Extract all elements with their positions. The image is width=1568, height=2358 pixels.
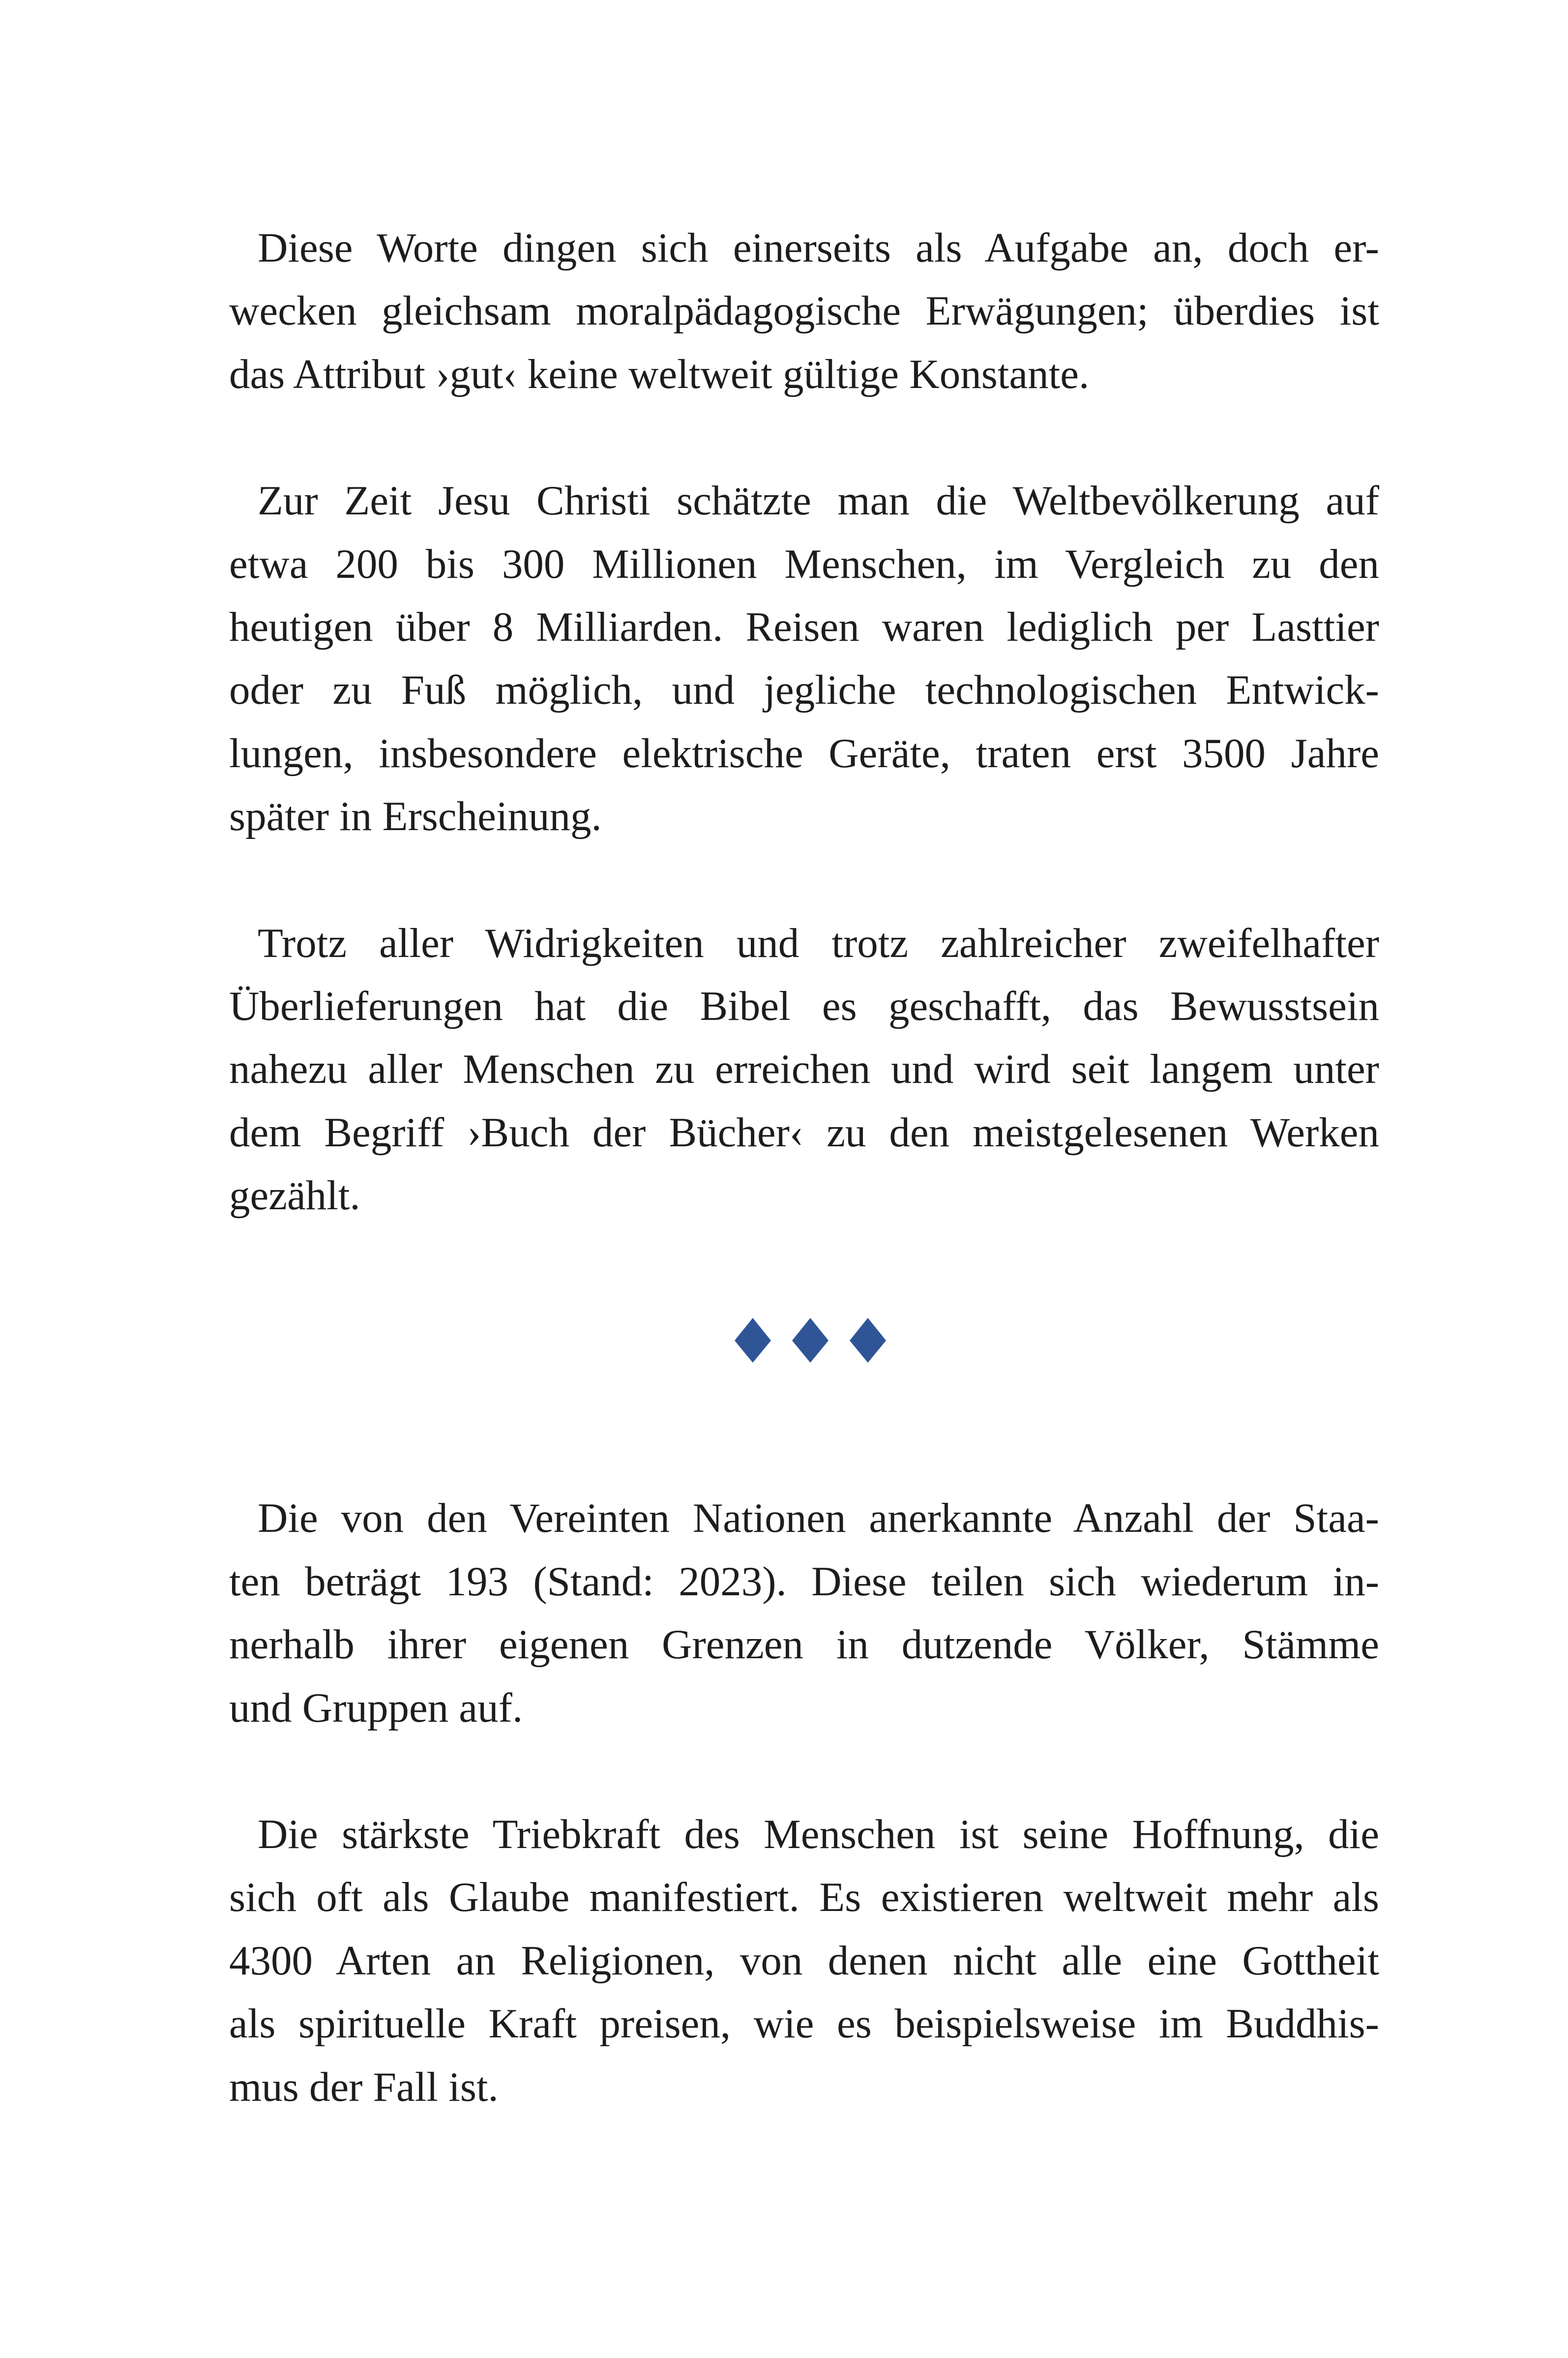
text-line: Die stärkste Triebkraft des Menschen ist seine Hoffnung, die xyxy=(258,1811,1379,1858)
text-line: als spirituelle Kraft preisen, wie es beispielsweise im Buddhis- xyxy=(229,2000,1379,2047)
diamond-icon xyxy=(850,1318,886,1363)
text-line: nerhalb ihrer eigenen Grenzen in dutzende Völker, Stämme xyxy=(229,1621,1379,1668)
text-line: nahezu aller Menschen zu erreichen und wird seit langem unter xyxy=(229,1046,1379,1093)
paragraph-worte xyxy=(229,216,1379,406)
paragraph-gap xyxy=(229,848,1379,912)
book-page xyxy=(229,216,1379,2119)
paragraph-gap xyxy=(229,1739,1379,1803)
paragraph-gap xyxy=(229,406,1379,469)
text-line: oder zu Fuß möglich, und jegliche technologischen Entwick- xyxy=(229,667,1379,714)
section-divider xyxy=(229,1227,1379,1487)
text-line: lungen, insbesondere elektrische Geräte, traten erst 3500 Jahre xyxy=(229,730,1379,776)
paragraph-staaten xyxy=(229,1487,1379,1739)
text-line: wecken gleichsam moralpädagogische Erwägungen; überdies ist xyxy=(229,288,1379,334)
text-line: Diese Worte dingen sich einerseits als Aufgabe an, doch er- xyxy=(258,225,1379,271)
text-line: 4300 Arten an Religionen, von denen nicht alle eine Gottheit xyxy=(229,1937,1379,1984)
text-line: etwa 200 bis 300 Millionen Menschen, im Vergleich zu den xyxy=(229,540,1379,587)
text-line: Zur Zeit Jesu Christi schätzte man die Weltbevölkerung auf xyxy=(258,478,1379,524)
diamond-icon xyxy=(792,1318,828,1363)
text-line: und Gruppen auf. xyxy=(229,1684,523,1731)
diamond-icon xyxy=(735,1318,771,1363)
text-line: ten beträgt 193 (Stand: 2023). Diese teilen sich wiederum in- xyxy=(229,1558,1379,1605)
paragraph-bibel xyxy=(229,912,1379,1227)
text-line: Die von den Vereinten Nationen anerkannte Anzahl der Staa- xyxy=(258,1495,1379,1542)
paragraph-religionen xyxy=(229,1803,1379,2119)
text-line: Überlieferungen hat die Bibel es geschafft, das Bewusstsein xyxy=(229,983,1379,1029)
text-line: das Attribut ›gut‹ keine weltweit gültige Konstante. xyxy=(229,351,1090,397)
text-line: dem Begriff ›Buch der Bücher‹ zu den meistgelesenen Werken xyxy=(229,1109,1379,1156)
paragraph-weltbevoelkerung xyxy=(229,469,1379,848)
text-line: heutigen über 8 Milliarden. Reisen waren lediglich per Lasttier xyxy=(229,603,1379,650)
text-line: mus der Fall ist. xyxy=(229,2063,499,2110)
text-line: gezählt. xyxy=(229,1172,360,1219)
text-line: später in Erscheinung. xyxy=(229,793,602,840)
text-line: Trotz aller Widrigkeiten und trotz zahlreicher zweifelhafter xyxy=(258,920,1379,966)
text-line: sich oft als Glaube manifestiert. Es existieren weltweit mehr als xyxy=(229,1874,1379,1921)
three-diamonds-icon xyxy=(734,1317,887,1364)
